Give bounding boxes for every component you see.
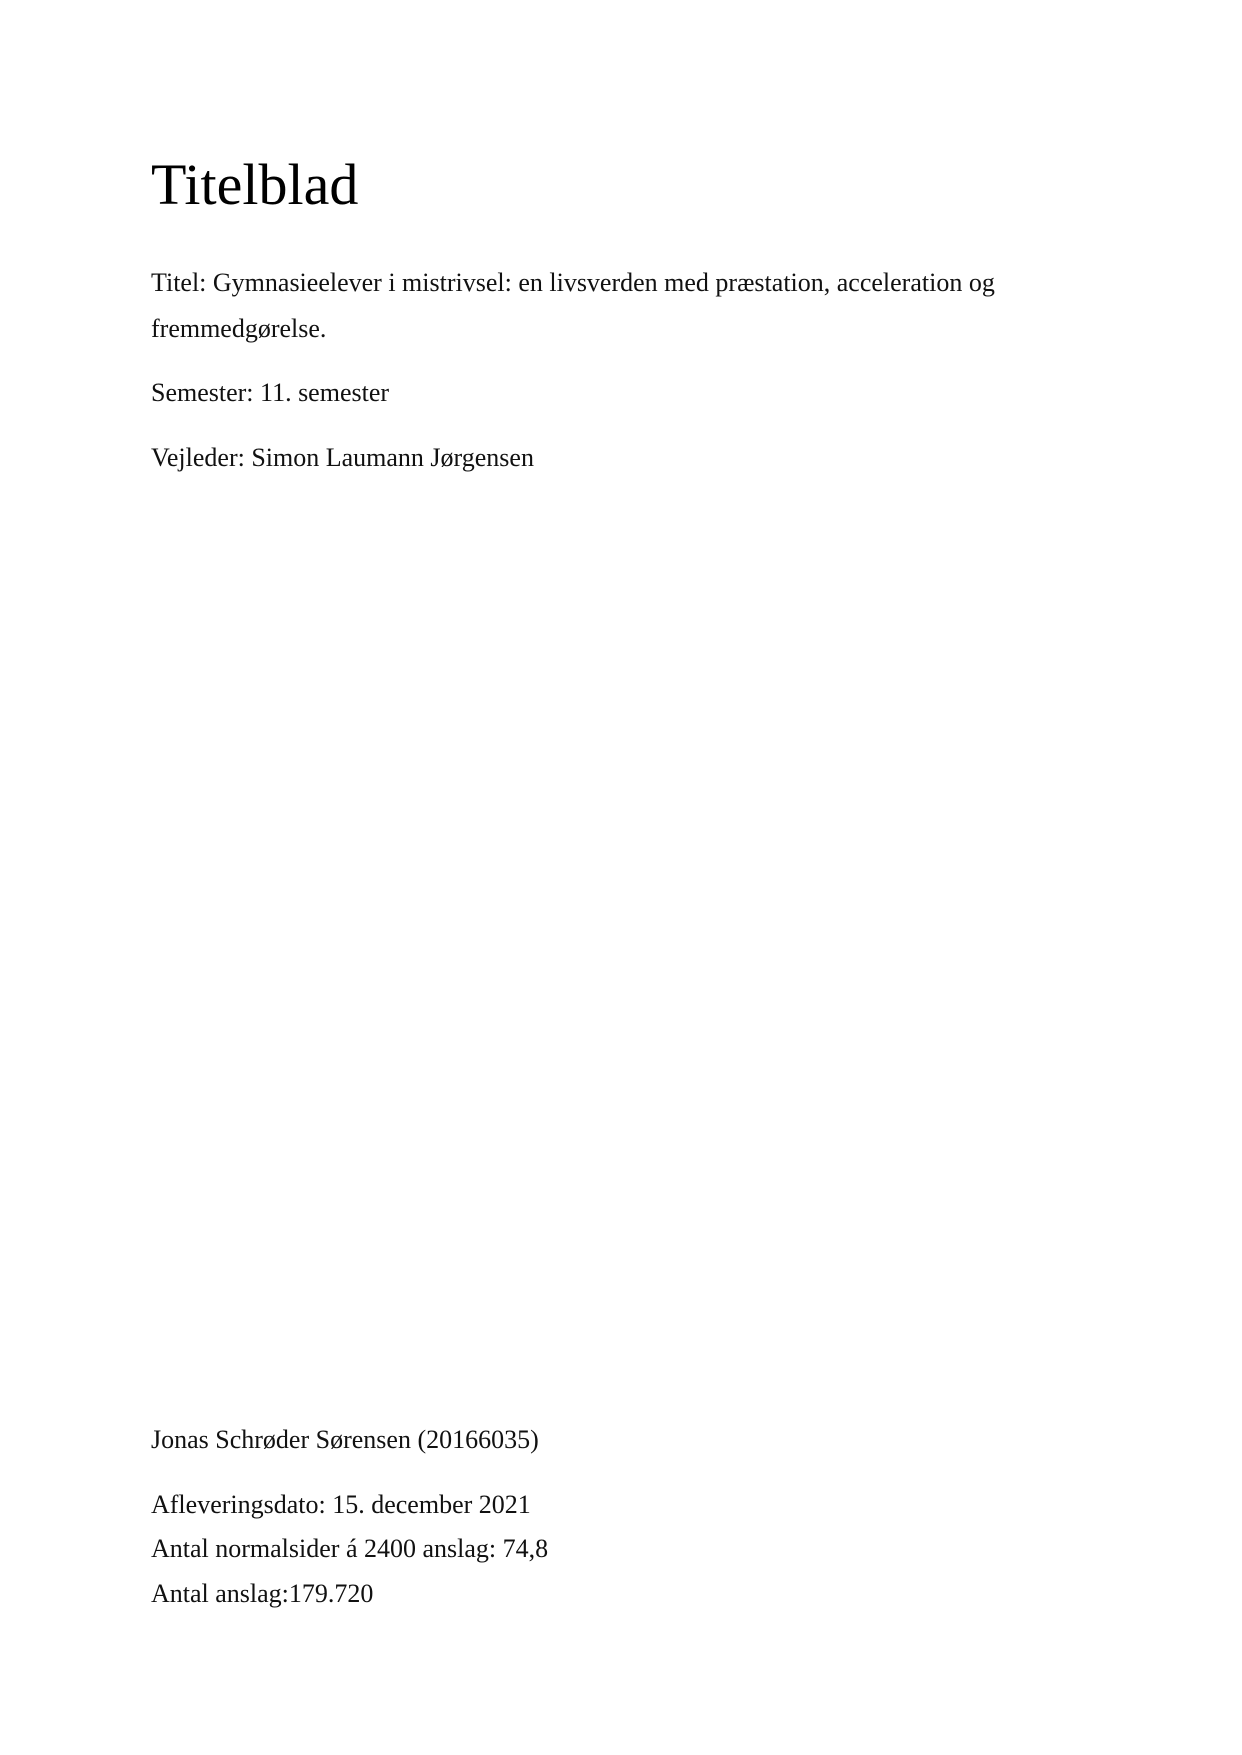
- normal-pages-text: Antal normalsider á 2400 anslag: 74,8: [151, 1534, 549, 1563]
- semester-text: Semester: 11. semester: [151, 378, 390, 407]
- page-heading: Titelblad: [151, 152, 359, 217]
- thesis-title-line-2: fremmedgørelse.: [151, 314, 327, 343]
- author-text: Jonas Schrøder Sørensen (20166035): [151, 1425, 539, 1454]
- character-count-text: Antal anslag:179.720: [151, 1579, 374, 1608]
- thesis-title-line-1: Titel: Gymnasieelever i mistrivsel: en livsverden med præstation, acceleration og: [151, 268, 995, 297]
- supervisor-text: Vejleder: Simon Laumann Jørgensen: [151, 443, 534, 472]
- submission-date-text: Afleveringsdato: 15. december 2021: [151, 1490, 531, 1519]
